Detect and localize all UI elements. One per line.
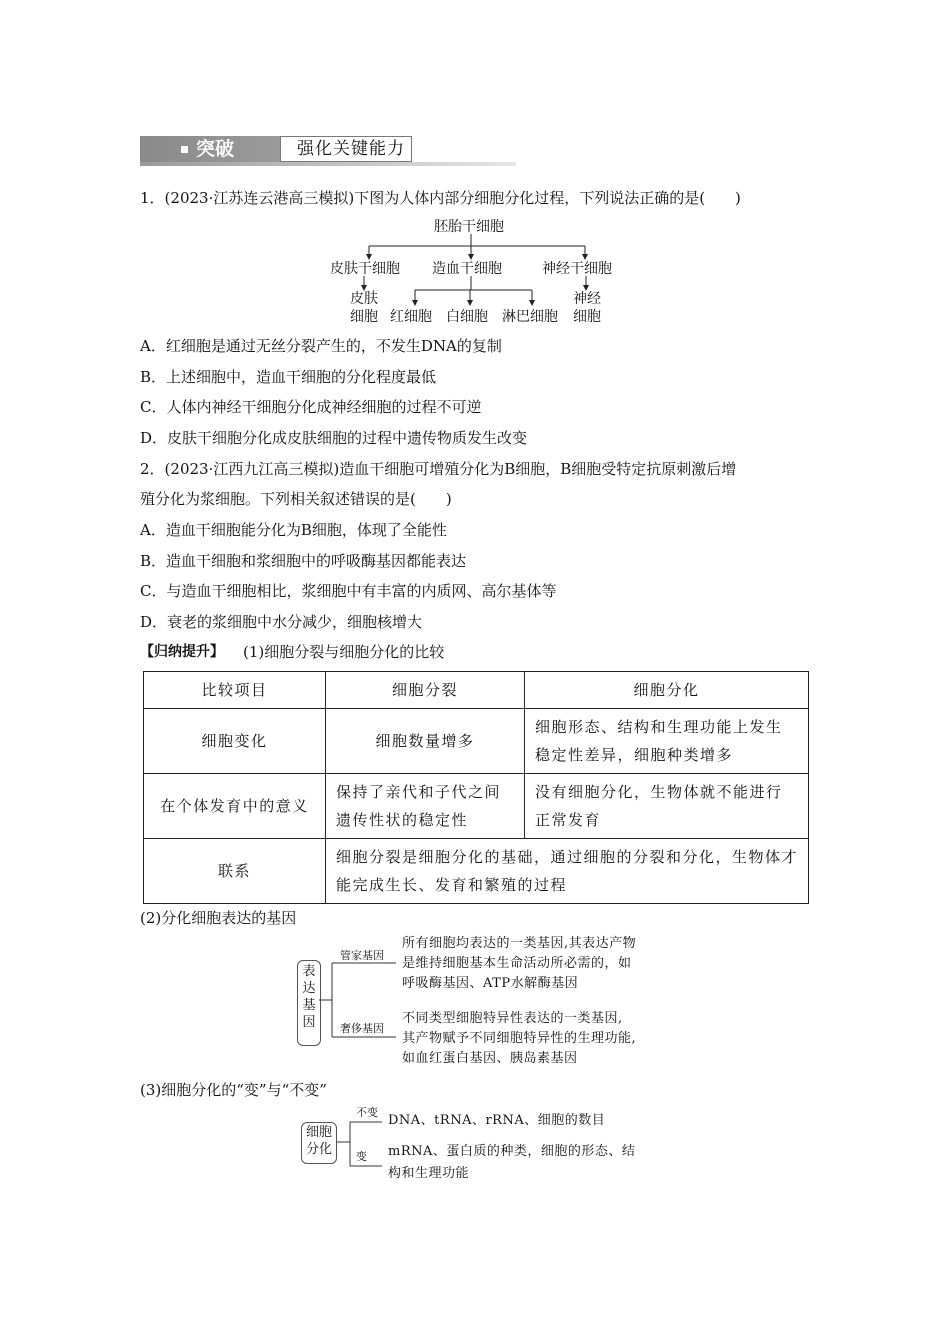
table-cell: 没有细胞分化，生物体就不能进行正常发育 [525, 774, 809, 839]
changed-desc-line: mRNA、蛋白质的种类，细胞的形态、结 [388, 1144, 636, 1159]
table-cell: 细胞变化 [144, 709, 326, 774]
diagram-skin-stem: 皮肤干细胞 [330, 261, 400, 277]
table-cell: 细胞形态、结构和生理功能上发生稳定性差异，细胞种类增多 [525, 709, 809, 774]
diagram-lymph-cell: 淋巴细胞 [502, 309, 558, 325]
table-row [144, 774, 809, 839]
genes-box-char: 达 [302, 981, 316, 996]
change-root-box [301, 1122, 337, 1164]
diagram-skin-l1: 皮肤 [350, 291, 378, 307]
banner-subtitle-box [280, 136, 412, 162]
q2-option-c: C．与造血干细胞相比，浆细胞中有丰富的内质网、高尔基体等 [140, 582, 557, 600]
housekeeping-desc-line: 是维持细胞基本生命活动所必需的，如 [402, 956, 632, 971]
genes-box-char: 因 [302, 1015, 316, 1030]
table-cell: 细胞数量增多 [326, 709, 525, 774]
diagram-nerve-l1: 神经 [573, 291, 601, 307]
change-box-line: 分化 [305, 1142, 332, 1157]
unchanged-desc: DNA、tRNA、rRNA、细胞的数目 [388, 1113, 606, 1128]
table-header-row [144, 672, 809, 709]
changed-desc-line: 构和生理功能 [388, 1166, 470, 1181]
q2-option-a: A．造血干细胞能分化为B细胞，体现了全能性 [140, 521, 447, 539]
housekeeping-gene-label: 管家基因 [340, 949, 384, 962]
diagram-white-cell: 白细胞 [446, 309, 488, 325]
q2-option-d: D．衰老的浆细胞中水分减少，细胞核增大 [140, 613, 423, 631]
unchanged-label: 不变 [356, 1106, 378, 1119]
summary-title-3: (3)细胞分化的“变”与“不变” [140, 1081, 327, 1099]
diagram-nerve-l2: 细胞 [573, 309, 601, 325]
banner-title: 突破 [196, 138, 235, 160]
q2-stem-line2: 殖分化为浆细胞。下列相关叙述错误的是( ) [140, 490, 452, 508]
luxury-desc-line: 其产物赋予不同细胞特异性的生理功能, [402, 1031, 637, 1046]
diagram-red-cell: 红细胞 [390, 309, 432, 325]
diagram-skin-l2: 细胞 [350, 309, 378, 325]
housekeeping-desc-line: 呼吸酶基因、ATP水解酶基因 [402, 976, 579, 991]
luxury-desc-line: 如血红蛋白基因、胰岛素基因 [402, 1051, 578, 1066]
change-box-line: 细胞 [305, 1125, 332, 1140]
summary-title-2: (2)分化细胞表达的基因 [140, 909, 297, 927]
genes-box-char: 表 [302, 964, 316, 979]
banner-subtitle: 强化关键能力 [297, 139, 405, 159]
q1-option-b: B．上述细胞中，造血干细胞的分化程度最低 [140, 368, 437, 386]
table-cell: 细胞分裂是细胞分化的基础，通过细胞的分裂和分化，生物体才能完成生长、发育和繁殖的过程 [326, 839, 809, 904]
table-header: 细胞分裂 [326, 672, 525, 709]
q1-option-c: C．人体内神经干细胞分化成神经细胞的过程不可逆 [140, 398, 482, 416]
luxury-gene-label: 奢侈基因 [340, 1022, 384, 1035]
table-cell: 保持了亲代和子代之间遗传性状的稳定性 [326, 774, 525, 839]
q1-option-a: A．红细胞是通过无丝分裂产生的，不发生DNA的复制 [140, 337, 502, 355]
summary-title-1: (1)细胞分裂与细胞分化的比较 [243, 643, 445, 661]
q2-stem-line1: 2．(2023·江西九江高三模拟)造血干细胞可增殖分化为B细胞，B细胞受特定抗原刺激后增 [140, 460, 737, 478]
square-bullet-icon [181, 146, 188, 153]
luxury-desc-line: 不同类型细胞特异性表达的一类基因, [402, 1011, 623, 1026]
comparison-table [143, 671, 809, 904]
table-row [144, 839, 809, 904]
diagram-blood-stem: 造血干细胞 [432, 261, 502, 277]
table-header: 比较项目 [144, 672, 326, 709]
change-brace [336, 1112, 386, 1174]
housekeeping-desc-line: 所有细胞均表达的一类基因,其表达产物 [402, 936, 637, 951]
genes-box-char: 基 [302, 998, 316, 1013]
diagram-root: 胚胎干细胞 [434, 219, 504, 235]
table-row [144, 709, 809, 774]
changed-label: 变 [356, 1150, 367, 1163]
q1-stem: 1．(2023·江苏连云港高三模拟)下图为人体内部分细胞分化过程，下列说法正确的是( ) [140, 189, 741, 207]
diagram-nerve-stem: 神经干细胞 [542, 261, 612, 277]
q2-option-b: B．造血干细胞和浆细胞中的呼吸酶基因都能表达 [140, 552, 467, 570]
summary-tag: 【归纳提升】 [140, 644, 224, 660]
banner-stripe [140, 162, 516, 166]
table-cell: 在个体发育中的意义 [144, 774, 326, 839]
section-banner [140, 136, 516, 166]
table-header: 细胞分化 [525, 672, 809, 709]
q1-option-d: D．皮肤干细胞分化成皮肤细胞的过程中遗传物质发生改变 [140, 429, 528, 447]
table-cell: 联系 [144, 839, 326, 904]
